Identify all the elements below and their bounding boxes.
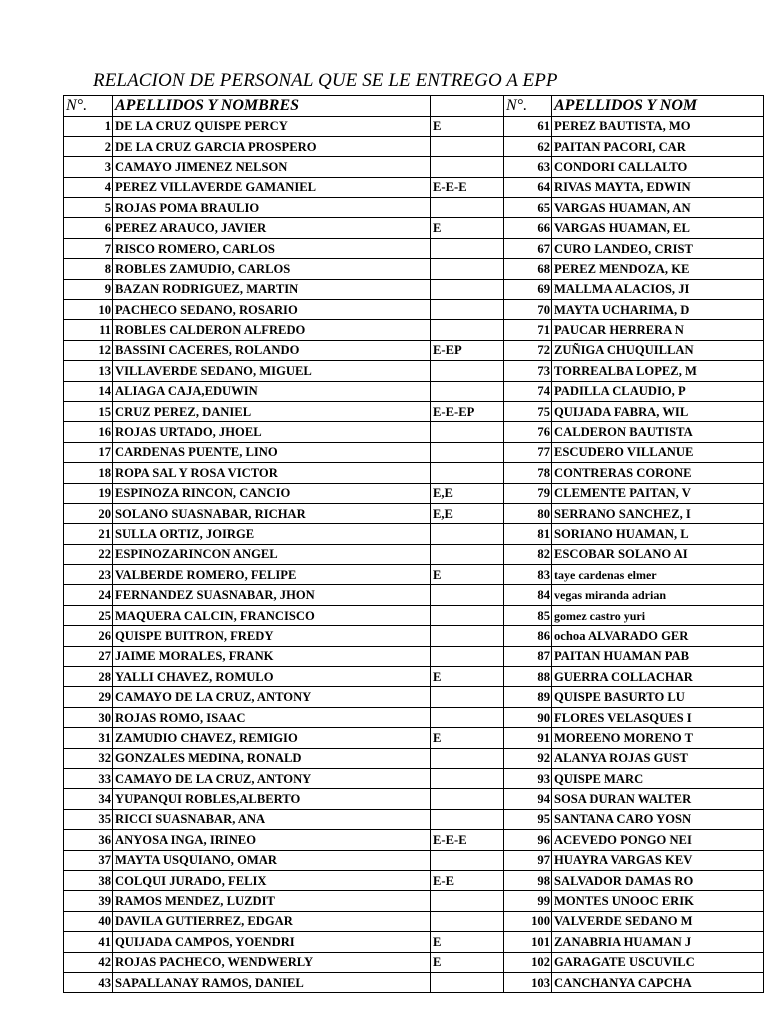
row-number-right: 65 bbox=[504, 198, 552, 218]
table-row bbox=[64, 524, 764, 544]
row-number-right: 66 bbox=[504, 218, 552, 238]
table-row bbox=[64, 565, 764, 585]
row-name-left: RAMOS MENDEZ, LUZDIT bbox=[113, 891, 431, 911]
row-number-right: 62 bbox=[504, 136, 552, 156]
row-name-left: BAZAN RODRIGUEZ, MARTIN bbox=[113, 279, 431, 299]
row-number-right: 68 bbox=[504, 259, 552, 279]
row-name-left: ROJAS POMA BRAULIO bbox=[113, 198, 431, 218]
row-number-left: 5 bbox=[64, 198, 113, 218]
row-number-left: 4 bbox=[64, 177, 113, 197]
row-name-right: VARGAS HUAMAN, EL bbox=[552, 218, 764, 238]
row-epp-mark bbox=[431, 769, 504, 789]
row-number-right: 64 bbox=[504, 177, 552, 197]
row-name-right: PEREZ MENDOZA, KE bbox=[552, 259, 764, 279]
row-epp-mark bbox=[431, 320, 504, 340]
row-number-right: 81 bbox=[504, 524, 552, 544]
table-row bbox=[64, 687, 764, 707]
row-number-left: 16 bbox=[64, 422, 113, 442]
row-name-right: ochoa ALVARADO GER bbox=[552, 626, 764, 646]
row-name-right: vegas miranda adrian bbox=[552, 585, 764, 605]
row-name-left: PEREZ ARAUCO, JAVIER bbox=[113, 218, 431, 238]
row-number-left: 24 bbox=[64, 585, 113, 605]
row-number-right: 67 bbox=[504, 238, 552, 258]
row-epp-mark bbox=[431, 911, 504, 931]
table-row bbox=[64, 952, 764, 972]
table-row bbox=[64, 870, 764, 890]
row-number-left: 29 bbox=[64, 687, 113, 707]
header-epp bbox=[431, 96, 504, 117]
table-row bbox=[64, 626, 764, 646]
row-number-left: 15 bbox=[64, 401, 113, 421]
row-name-right: CALDERON BAUTISTA bbox=[552, 422, 764, 442]
row-epp-mark bbox=[431, 687, 504, 707]
row-name-left: ALIAGA CAJA,EDUWIN bbox=[113, 381, 431, 401]
row-number-right: 79 bbox=[504, 483, 552, 503]
table-row bbox=[64, 463, 764, 483]
row-epp-mark bbox=[431, 279, 504, 299]
row-number-right: 84 bbox=[504, 585, 552, 605]
row-epp-mark: E bbox=[431, 932, 504, 952]
row-name-left: YUPANQUI ROBLES,ALBERTO bbox=[113, 789, 431, 809]
row-name-left: ESPINOZARINCON ANGEL bbox=[113, 544, 431, 564]
row-number-right: 77 bbox=[504, 442, 552, 462]
table-row bbox=[64, 707, 764, 727]
row-name-left: MAYTA USQUIANO, OMAR bbox=[113, 850, 431, 870]
row-number-right: 72 bbox=[504, 340, 552, 360]
table-row bbox=[64, 850, 764, 870]
row-number-left: 43 bbox=[64, 972, 113, 992]
row-epp-mark bbox=[431, 442, 504, 462]
table-row bbox=[64, 646, 764, 666]
table-row bbox=[64, 300, 764, 320]
row-epp-mark bbox=[431, 361, 504, 381]
row-name-left: FERNANDEZ SUASNABAR, JHON bbox=[113, 585, 431, 605]
row-number-left: 19 bbox=[64, 483, 113, 503]
header-name-right: APELLIDOS Y NOM bbox=[552, 96, 764, 117]
row-number-right: 87 bbox=[504, 646, 552, 666]
row-epp-mark: E-E-E bbox=[431, 830, 504, 850]
row-name-left: ROBLES ZAMUDIO, CARLOS bbox=[113, 259, 431, 279]
row-name-right: PAITAN HUAMAN PAB bbox=[552, 646, 764, 666]
row-number-left: 2 bbox=[64, 136, 113, 156]
table-row bbox=[64, 401, 764, 421]
table-row bbox=[64, 667, 764, 687]
table-row bbox=[64, 503, 764, 523]
row-name-left: ROJAS URTADO, JHOEL bbox=[113, 422, 431, 442]
row-number-left: 27 bbox=[64, 646, 113, 666]
row-name-right: SALVADOR DAMAS RO bbox=[552, 870, 764, 890]
row-number-left: 41 bbox=[64, 932, 113, 952]
personnel-sheet bbox=[63, 95, 703, 990]
row-epp-mark: E-EP bbox=[431, 340, 504, 360]
row-number-right: 98 bbox=[504, 870, 552, 890]
row-name-left: CAMAYO DE LA CRUZ, ANTONY bbox=[113, 687, 431, 707]
row-number-left: 23 bbox=[64, 565, 113, 585]
row-name-left: QUIJADA CAMPOS, YOENDRI bbox=[113, 932, 431, 952]
row-epp-mark bbox=[431, 544, 504, 564]
row-name-right: FLORES VELASQUES I bbox=[552, 707, 764, 727]
row-epp-mark: E bbox=[431, 728, 504, 748]
row-number-right: 101 bbox=[504, 932, 552, 952]
row-epp-mark bbox=[431, 972, 504, 992]
row-number-right: 76 bbox=[504, 422, 552, 442]
table-header-row bbox=[64, 96, 764, 117]
row-number-right: 93 bbox=[504, 769, 552, 789]
row-number-right: 69 bbox=[504, 279, 552, 299]
row-epp-mark: E bbox=[431, 565, 504, 585]
row-number-left: 37 bbox=[64, 850, 113, 870]
row-number-right: 102 bbox=[504, 952, 552, 972]
row-epp-mark bbox=[431, 463, 504, 483]
row-number-right: 63 bbox=[504, 157, 552, 177]
row-epp-mark bbox=[431, 891, 504, 911]
row-name-left: COLQUI JURADO, FELIX bbox=[113, 870, 431, 890]
table-row bbox=[64, 238, 764, 258]
row-number-left: 35 bbox=[64, 809, 113, 829]
row-number-right: 71 bbox=[504, 320, 552, 340]
row-epp-mark: E bbox=[431, 952, 504, 972]
table-row bbox=[64, 259, 764, 279]
row-number-right: 100 bbox=[504, 911, 552, 931]
row-number-right: 89 bbox=[504, 687, 552, 707]
row-number-left: 33 bbox=[64, 769, 113, 789]
row-name-left: ESPINOZA RINCON, CANCIO bbox=[113, 483, 431, 503]
row-number-right: 97 bbox=[504, 850, 552, 870]
row-name-left: PACHECO SEDANO, ROSARIO bbox=[113, 300, 431, 320]
row-name-left: ROJAS PACHECO, WENDWERLY bbox=[113, 952, 431, 972]
row-epp-mark bbox=[431, 381, 504, 401]
table-row bbox=[64, 279, 764, 299]
row-name-right: MALLMA ALACIOS, JI bbox=[552, 279, 764, 299]
row-epp-mark bbox=[431, 259, 504, 279]
row-epp-mark bbox=[431, 789, 504, 809]
row-number-left: 34 bbox=[64, 789, 113, 809]
row-number-right: 78 bbox=[504, 463, 552, 483]
row-number-left: 18 bbox=[64, 463, 113, 483]
row-epp-mark bbox=[431, 748, 504, 768]
row-number-left: 42 bbox=[64, 952, 113, 972]
table-row bbox=[64, 830, 764, 850]
row-name-left: CRUZ PEREZ, DANIEL bbox=[113, 401, 431, 421]
row-number-left: 31 bbox=[64, 728, 113, 748]
row-number-left: 38 bbox=[64, 870, 113, 890]
table-row bbox=[64, 728, 764, 748]
row-name-right: ESCOBAR SOLANO AI bbox=[552, 544, 764, 564]
row-epp-mark: E-E-E bbox=[431, 177, 504, 197]
row-name-left: CARDENAS PUENTE, LINO bbox=[113, 442, 431, 462]
row-number-left: 7 bbox=[64, 238, 113, 258]
row-epp-mark bbox=[431, 646, 504, 666]
row-name-left: SAPALLANAY RAMOS, DANIEL bbox=[113, 972, 431, 992]
row-number-left: 36 bbox=[64, 830, 113, 850]
row-name-left: DE LA CRUZ QUISPE PERCY bbox=[113, 116, 431, 136]
row-epp-mark: E,E bbox=[431, 483, 504, 503]
table-row bbox=[64, 218, 764, 238]
row-number-right: 82 bbox=[504, 544, 552, 564]
row-epp-mark bbox=[431, 809, 504, 829]
row-name-right: MONTES UNOOC ERIK bbox=[552, 891, 764, 911]
row-name-left: JAIME MORALES, FRANK bbox=[113, 646, 431, 666]
row-epp-mark bbox=[431, 198, 504, 218]
table-row bbox=[64, 483, 764, 503]
row-number-left: 6 bbox=[64, 218, 113, 238]
row-name-right: ACEVEDO PONGO NEI bbox=[552, 830, 764, 850]
table-row bbox=[64, 932, 764, 952]
row-number-left: 10 bbox=[64, 300, 113, 320]
row-number-left: 30 bbox=[64, 707, 113, 727]
row-number-left: 8 bbox=[64, 259, 113, 279]
row-number-left: 22 bbox=[64, 544, 113, 564]
row-name-right: ZUÑIGA CHUQUILLAN bbox=[552, 340, 764, 360]
row-name-right: PEREZ BAUTISTA, MO bbox=[552, 116, 764, 136]
row-name-right: MAYTA UCHARIMA, D bbox=[552, 300, 764, 320]
table-row bbox=[64, 136, 764, 156]
row-number-right: 80 bbox=[504, 503, 552, 523]
row-number-right: 103 bbox=[504, 972, 552, 992]
row-number-left: 39 bbox=[64, 891, 113, 911]
row-number-left: 40 bbox=[64, 911, 113, 931]
row-name-left: RICCI SUASNABAR, ANA bbox=[113, 809, 431, 829]
row-epp-mark: E-E bbox=[431, 870, 504, 890]
row-name-right: ALANYA ROJAS GUST bbox=[552, 748, 764, 768]
row-number-left: 13 bbox=[64, 361, 113, 381]
row-name-right: SOSA DURAN WALTER bbox=[552, 789, 764, 809]
row-name-left: SOLANO SUASNABAR, RICHAR bbox=[113, 503, 431, 523]
row-number-right: 70 bbox=[504, 300, 552, 320]
row-epp-mark bbox=[431, 626, 504, 646]
table-row bbox=[64, 789, 764, 809]
row-name-right: QUIJADA FABRA, WIL bbox=[552, 401, 764, 421]
personnel-table bbox=[63, 95, 764, 993]
row-epp-mark bbox=[431, 136, 504, 156]
row-number-right: 94 bbox=[504, 789, 552, 809]
row-name-left: ANYOSA INGA, IRINEO bbox=[113, 830, 431, 850]
row-name-left: VALBERDE ROMERO, FELIPE bbox=[113, 565, 431, 585]
table-row bbox=[64, 544, 764, 564]
table-row bbox=[64, 116, 764, 136]
row-epp-mark bbox=[431, 238, 504, 258]
row-epp-mark bbox=[431, 300, 504, 320]
row-epp-mark: E-E-EP bbox=[431, 401, 504, 421]
table-row bbox=[64, 340, 764, 360]
row-number-right: 61 bbox=[504, 116, 552, 136]
row-name-left: MAQUERA CALCIN, FRANCISCO bbox=[113, 605, 431, 625]
row-number-right: 88 bbox=[504, 667, 552, 687]
row-number-left: 26 bbox=[64, 626, 113, 646]
row-epp-mark bbox=[431, 605, 504, 625]
row-name-left: SULLA ORTIZ, JOIRGE bbox=[113, 524, 431, 544]
table-row bbox=[64, 972, 764, 992]
row-name-left: RISCO ROMERO, CARLOS bbox=[113, 238, 431, 258]
row-number-right: 99 bbox=[504, 891, 552, 911]
row-name-left: DE LA CRUZ GARCIA PROSPERO bbox=[113, 136, 431, 156]
table-row bbox=[64, 585, 764, 605]
row-name-left: YALLI CHAVEZ, ROMULO bbox=[113, 667, 431, 687]
table-row bbox=[64, 911, 764, 931]
row-name-left: VILLAVERDE SEDANO, MIGUEL bbox=[113, 361, 431, 381]
table-row bbox=[64, 381, 764, 401]
table-row bbox=[64, 769, 764, 789]
row-number-right: 90 bbox=[504, 707, 552, 727]
row-name-right: PAUCAR HERRERA N bbox=[552, 320, 764, 340]
row-number-right: 73 bbox=[504, 361, 552, 381]
table-row bbox=[64, 320, 764, 340]
row-name-right: SERRANO SANCHEZ, I bbox=[552, 503, 764, 523]
row-number-right: 75 bbox=[504, 401, 552, 421]
row-epp-mark bbox=[431, 707, 504, 727]
row-name-left: BASSINI CACERES, ROLANDO bbox=[113, 340, 431, 360]
row-number-left: 32 bbox=[64, 748, 113, 768]
row-name-right: GARAGATE USCUVILC bbox=[552, 952, 764, 972]
row-name-right: VARGAS HUAMAN, AN bbox=[552, 198, 764, 218]
row-number-right: 83 bbox=[504, 565, 552, 585]
row-name-left: ROPA SAL Y ROSA VICTOR bbox=[113, 463, 431, 483]
row-name-right: PADILLA CLAUDIO, P bbox=[552, 381, 764, 401]
table-row bbox=[64, 157, 764, 177]
row-name-left: PEREZ VILLAVERDE GAMANIEL bbox=[113, 177, 431, 197]
table-row bbox=[64, 809, 764, 829]
row-epp-mark: E bbox=[431, 116, 504, 136]
row-name-right: QUISPE MARC bbox=[552, 769, 764, 789]
table-row bbox=[64, 177, 764, 197]
row-number-left: 25 bbox=[64, 605, 113, 625]
row-name-right: HUAYRA VARGAS KEV bbox=[552, 850, 764, 870]
row-epp-mark: E,E bbox=[431, 503, 504, 523]
row-name-right: TORREALBA LOPEZ, M bbox=[552, 361, 764, 381]
row-epp-mark: E bbox=[431, 667, 504, 687]
row-epp-mark bbox=[431, 585, 504, 605]
row-name-left: DAVILA GUTIERREZ, EDGAR bbox=[113, 911, 431, 931]
row-name-right: gomez castro yuri bbox=[552, 605, 764, 625]
row-number-left: 11 bbox=[64, 320, 113, 340]
table-row bbox=[64, 198, 764, 218]
row-name-right: QUISPE BASURTO LU bbox=[552, 687, 764, 707]
row-name-right: CLEMENTE PAITAN, V bbox=[552, 483, 764, 503]
table-row bbox=[64, 748, 764, 768]
row-epp-mark bbox=[431, 524, 504, 544]
row-number-right: 85 bbox=[504, 605, 552, 625]
header-num-left: N°. bbox=[64, 96, 113, 117]
row-name-right: ESCUDERO VILLANUE bbox=[552, 442, 764, 462]
row-name-right: SORIANO HUAMAN, L bbox=[552, 524, 764, 544]
row-number-left: 12 bbox=[64, 340, 113, 360]
row-name-left: ROBLES CALDERON ALFREDO bbox=[113, 320, 431, 340]
row-name-left: ZAMUDIO CHAVEZ, REMIGIO bbox=[113, 728, 431, 748]
row-number-right: 74 bbox=[504, 381, 552, 401]
row-number-right: 96 bbox=[504, 830, 552, 850]
row-name-left: QUISPE BUITRON, FREDY bbox=[113, 626, 431, 646]
row-epp-mark bbox=[431, 850, 504, 870]
table-row bbox=[64, 422, 764, 442]
row-number-left: 28 bbox=[64, 667, 113, 687]
row-number-left: 17 bbox=[64, 442, 113, 462]
row-name-left: GONZALES MEDINA, RONALD bbox=[113, 748, 431, 768]
table-row bbox=[64, 442, 764, 462]
row-name-right: VALVERDE SEDANO M bbox=[552, 911, 764, 931]
row-number-left: 3 bbox=[64, 157, 113, 177]
row-name-right: CONTRERAS CORONE bbox=[552, 463, 764, 483]
table-row bbox=[64, 891, 764, 911]
row-name-right: ZANABRIA HUAMAN J bbox=[552, 932, 764, 952]
row-name-right: RIVAS MAYTA, EDWIN bbox=[552, 177, 764, 197]
row-number-left: 20 bbox=[64, 503, 113, 523]
row-name-left: CAMAYO JIMENEZ NELSON bbox=[113, 157, 431, 177]
row-name-right: CONDORI CALLALTO bbox=[552, 157, 764, 177]
row-number-left: 9 bbox=[64, 279, 113, 299]
row-name-right: CURO LANDEO, CRIST bbox=[552, 238, 764, 258]
row-name-right: PAITAN PACORI, CAR bbox=[552, 136, 764, 156]
row-number-right: 91 bbox=[504, 728, 552, 748]
table-row bbox=[64, 605, 764, 625]
row-number-left: 14 bbox=[64, 381, 113, 401]
row-epp-mark bbox=[431, 422, 504, 442]
row-name-right: SANTANA CARO YOSN bbox=[552, 809, 764, 829]
row-epp-mark: E bbox=[431, 218, 504, 238]
row-epp-mark bbox=[431, 157, 504, 177]
header-name-left: APELLIDOS Y NOMBRES bbox=[113, 96, 431, 117]
row-name-left: CAMAYO DE LA CRUZ, ANTONY bbox=[113, 769, 431, 789]
table-row bbox=[64, 361, 764, 381]
page-title: RELACION DE PERSONAL QUE SE LE ENTREGO A EPP bbox=[93, 70, 558, 91]
row-name-right: taye cardenas elmer bbox=[552, 565, 764, 585]
header-num-right: N°. bbox=[504, 96, 552, 117]
row-number-right: 95 bbox=[504, 809, 552, 829]
row-name-right: MOREENO MORENO T bbox=[552, 728, 764, 748]
row-number-right: 86 bbox=[504, 626, 552, 646]
row-number-left: 1 bbox=[64, 116, 113, 136]
row-name-right: CANCHANYA CAPCHA bbox=[552, 972, 764, 992]
row-number-left: 21 bbox=[64, 524, 113, 544]
row-name-right: GUERRA COLLACHAR bbox=[552, 667, 764, 687]
row-name-left: ROJAS ROMO, ISAAC bbox=[113, 707, 431, 727]
row-number-right: 92 bbox=[504, 748, 552, 768]
